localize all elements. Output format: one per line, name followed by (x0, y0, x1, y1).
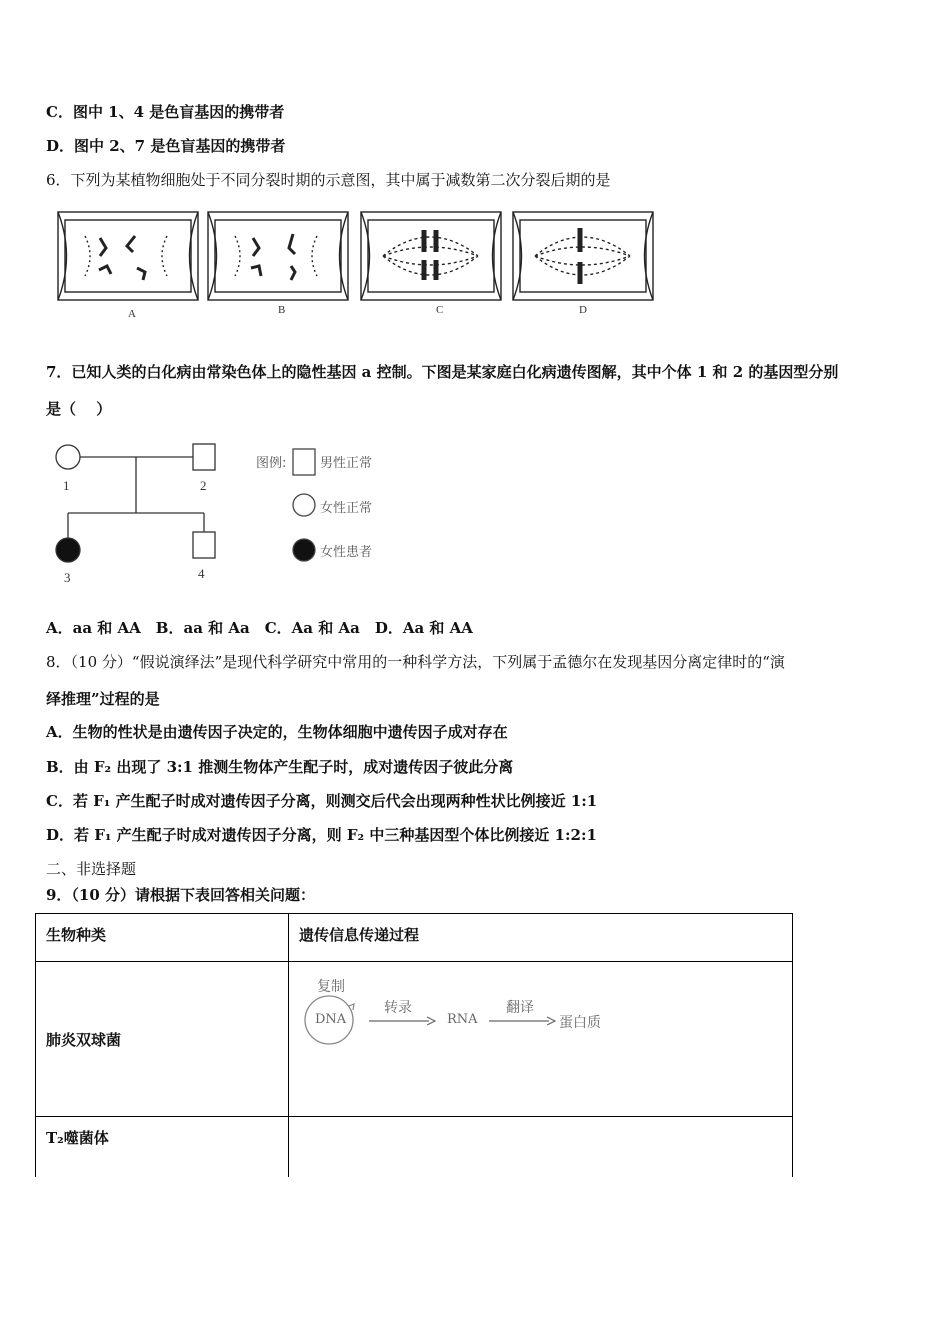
legend-female-normal: 女性正常 (320, 501, 373, 516)
q7-stem-1: 7．已知人类的白化病由常染色体上的隐性基因 a 控制。下图是某家庭白化病遗传图解，其中个体 1 和 2 的基因型分别 (46, 363, 839, 381)
q8-option-c: C．若 F₁ 产生配子时成对遗传因子分离，则测交后代会出现两种性状比例接近 1:1 (46, 792, 598, 810)
label-b: B (278, 304, 286, 316)
individual-2-label: 2 (200, 478, 207, 493)
q8-stem-1 (46, 652, 785, 672)
q8-stem-2: 绎推理”过程的是 (46, 690, 160, 708)
legend-female-affected: 女性患者 (320, 545, 373, 560)
rna-label: RNA (447, 1012, 478, 1027)
individual-1-label: 1 (63, 478, 70, 493)
cell-d-diagram (513, 212, 653, 300)
individual-1-symbol (56, 445, 80, 469)
q5-option-c: C．图中 1、4 是色盲基因的携带者 (46, 103, 285, 121)
info-transfer-table (35, 913, 793, 1177)
label-c: C (436, 304, 444, 316)
row-pneumococcus-process (289, 962, 793, 1117)
row-pneumococcus: 肺炎双球菌 (36, 962, 289, 1117)
row-t2-phage-process (289, 1117, 793, 1177)
transcription-label: 转录 (384, 1000, 412, 1016)
legend-title: 图例: (256, 456, 287, 471)
label-a: A (128, 308, 136, 320)
legend-male-normal: 男性正常 (320, 456, 373, 471)
q9-stem: 9．（10 分）请根据下表回答相关问题： (46, 886, 316, 904)
individual-3-symbol (56, 538, 80, 562)
q6-stem-text: 6．下列为某植物细胞处于不同分裂时期的示意图，其中属于减数第二次分裂后期的是 (46, 171, 611, 189)
individual-4-label: 4 (198, 566, 205, 581)
central-dogma-diagram (301, 972, 621, 1052)
section-heading (46, 859, 136, 879)
q8-option-a: A．生物的性状是由遗传因子决定的，生物体细胞中遗传因子成对存在 (46, 723, 508, 741)
header-process: 遗传信息传递过程 (289, 914, 793, 962)
legend-symbols (290, 446, 320, 571)
translation-label: 翻译 (506, 1000, 534, 1016)
section-heading-text: 二、非选择题 (46, 860, 137, 878)
dna-label: DNA (315, 1012, 347, 1027)
individual-4-symbol (193, 532, 215, 558)
individual-2-symbol (193, 444, 215, 470)
translation-arrow (489, 1016, 557, 1026)
protein-label: 蛋白质 (559, 1015, 601, 1031)
replication-label: 复制 (317, 979, 345, 995)
cell-b-diagram (208, 212, 348, 300)
q8-option-b: B．由 F₂ 出现了 3:1 推测生物体产生配子时，成对遗传因子彼此分离 (46, 758, 514, 776)
header-organism: 生物种类 (36, 914, 289, 962)
q6-stem (46, 170, 611, 190)
transcription-arrow (369, 1016, 437, 1026)
cell-division-figure (55, 208, 660, 323)
individual-3-label: 3 (64, 570, 71, 585)
q7-stem-2: 是（ ） (46, 400, 112, 418)
q7-options: A．aa 和 AA B．aa 和 Aa C．Aa 和 Aa D．Aa 和 AA (46, 619, 473, 637)
cell-c-diagram (361, 212, 501, 300)
row-t2-phage: T₂噬菌体 (36, 1117, 289, 1177)
q8-option-d: D．若 F₁ 产生配子时成对遗传因子分离，则 F₂ 中三种基因型个体比例接近 1:2:1 (46, 826, 597, 844)
q8-stem-1-text: 8．（10 分）“假说演绎法”是现代科学研究中常用的一种科学方法，下列属于孟德尔在发现基因分离定律时的“演 (46, 653, 785, 671)
cell-a-diagram (58, 212, 198, 300)
q5-option-d: D．图中 2、7 是色盲基因的携带者 (46, 137, 286, 155)
label-d: D (579, 304, 587, 316)
pedigree-chart (52, 438, 222, 588)
